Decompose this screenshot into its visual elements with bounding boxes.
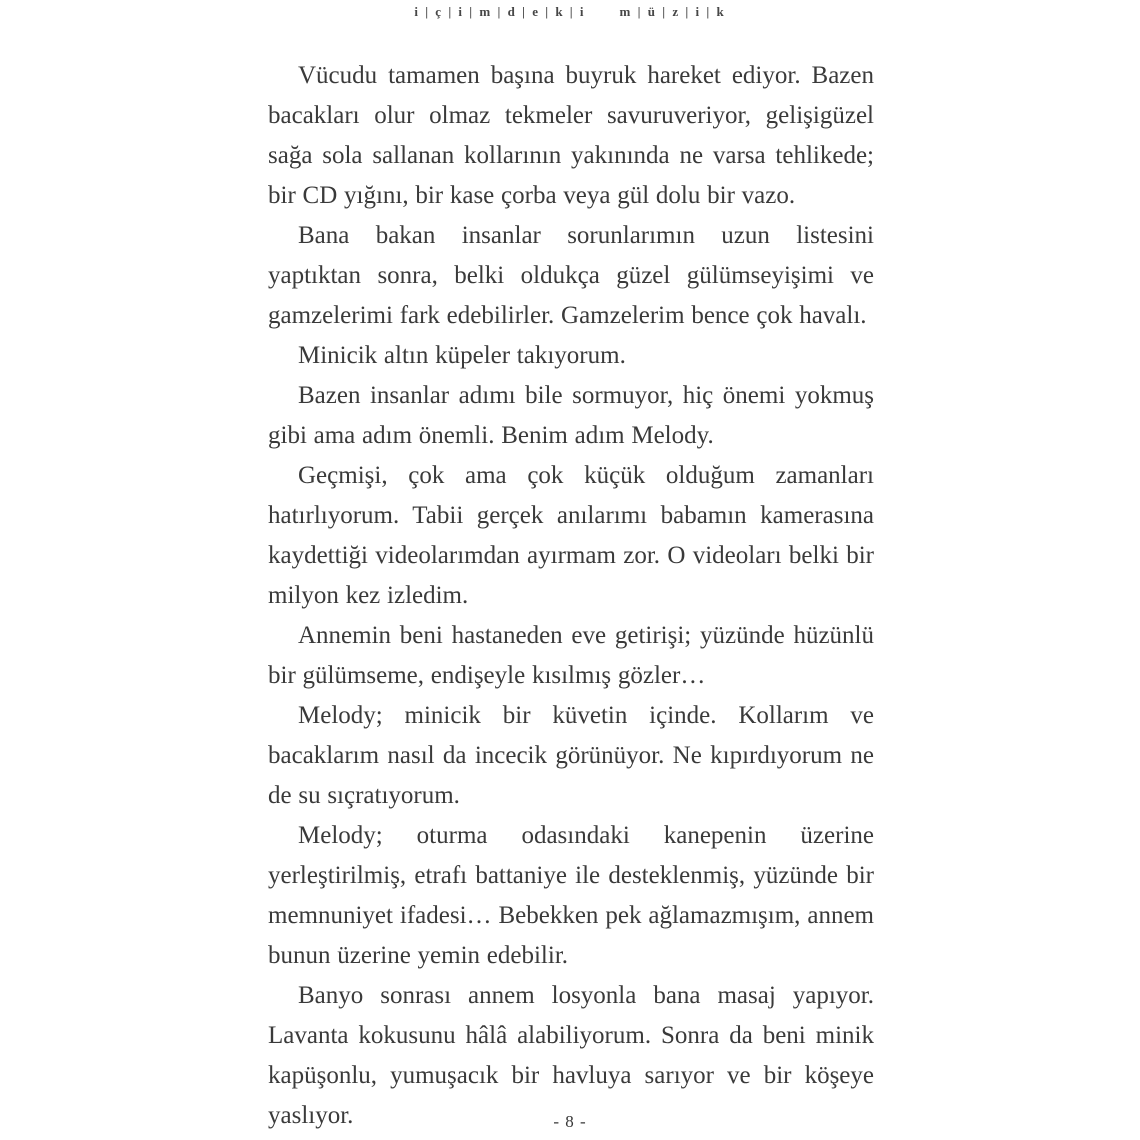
paragraph: Bana bakan insanlar sorunlarımın uzun listesini yaptıktan sonra, belki oldukça güzel gülümseyişimi ve gamzelerimi fark edebilirler. Gamzelerim bence çok havalı. [268,222,874,329]
paragraph: Melody; minicik bir küvetin içinde. Kollarım ve bacaklarım nasıl da incecik görünüyor. Ne kıpırdıyorum ne de su sıçratıyorum. [268,702,874,809]
running-header-title-left: i | ç | i | m | d | e | k | i [414,4,586,19]
page-number: - 8 - [553,1112,587,1131]
running-header-title-right: m | ü | z | i | k [619,4,726,19]
paragraph: Annemin beni hastaneden eve getirişi; yüzünde hüzünlü bir gülümseme, endişeyle kısılmış gözler… [268,622,874,689]
paragraph: Geçmişi, çok ama çok küçük olduğum zamanları hatırlıyorum. Tabii gerçek anılarımı babamın kamerasına kaydettiği videolarımdan ayırmam zor. O videoları belki bir milyon kez izledim. [268,462,874,609]
paragraph: Melody; oturma odasındaki kanepenin üzerine yerleştirilmiş, etrafı battaniye ile desteklenmiş, yüzünde bir memnuniyet ifadesi… Bebekken pek ağlamazmışım, annem bunun üzerine yemin edebilir. [268,822,874,969]
page-body [268,56,874,1136]
running-header [0,4,1140,20]
paragraph: Bazen insanlar adımı bile sormuyor, hiç önemi yokmuş gibi ama adım önemli. Benim adım Melody. [268,382,874,449]
paragraph: Minicik altın küpeler takıyorum. [298,342,626,369]
paragraph: Vücudu tamamen başına buyruk hareket ediyor. Bazen bacakları olur olmaz tekmeler savuruveriyor, gelişigüzel sağa sola sallanan kollarının yakınında ne varsa tehlikede; bir CD yığını, bir kase çorba veya gül dolu bir vazo. [268,62,874,209]
paragraph: Banyo sonrası annem losyonla bana masaj yapıyor. Lavanta kokusunu hâlâ alabiliyorum. Sonra da beni minik kapüşonlu, yumuşacık bir havluya sarıyor ve bir köşeye yaslıyor. [268,982,874,1129]
page-footer [0,1112,1140,1132]
